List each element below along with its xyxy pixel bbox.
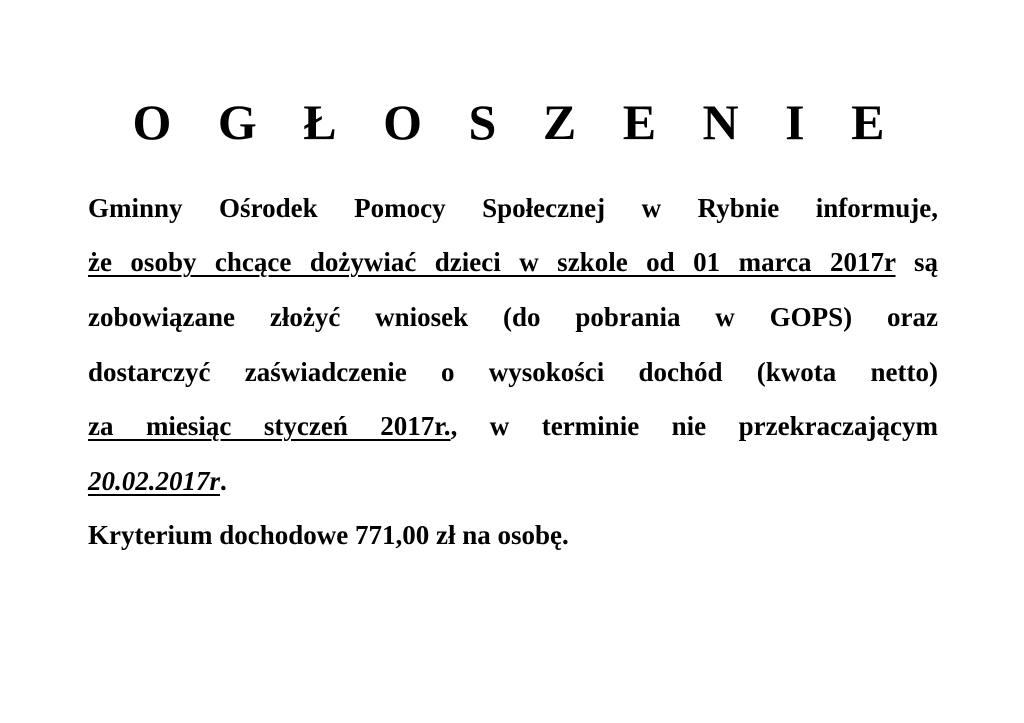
underlined-phrase-month: za miesiąc styczeń 2017r.: [88, 411, 451, 441]
paragraph-line-4: dostarczyć zaświadczenie o wysokości dochód (kwota netto): [88, 357, 938, 387]
underlined-phrase-dates: że osoby chcące dożywiać dzieci w szkole od 01 marca 2017r: [88, 247, 896, 277]
announcement-title: O G Ł O S Z E N I E: [132, 94, 902, 150]
line-2-tail: są: [914, 247, 939, 277]
income-criterion-line: Kryterium dochodowe 771,00 zł na osobę.: [88, 520, 569, 550]
line-6-period: .: [220, 466, 227, 496]
paragraph-line-6: [88, 464, 938, 498]
deadline-date: 20.02.2017r: [88, 466, 221, 496]
line-5-tail: , w terminie nie przekraczającym: [450, 411, 938, 441]
paragraph-line-2: [88, 245, 938, 279]
paragraph-line-5: [88, 409, 938, 443]
paragraph-line-3: zobowiązane złożyć wniosek (do pobrania w GOPS) oraz: [88, 302, 938, 332]
paragraph-line-1: Gminny Ośrodek Pomocy Społecznej w Rybnie informuje,: [88, 193, 938, 223]
